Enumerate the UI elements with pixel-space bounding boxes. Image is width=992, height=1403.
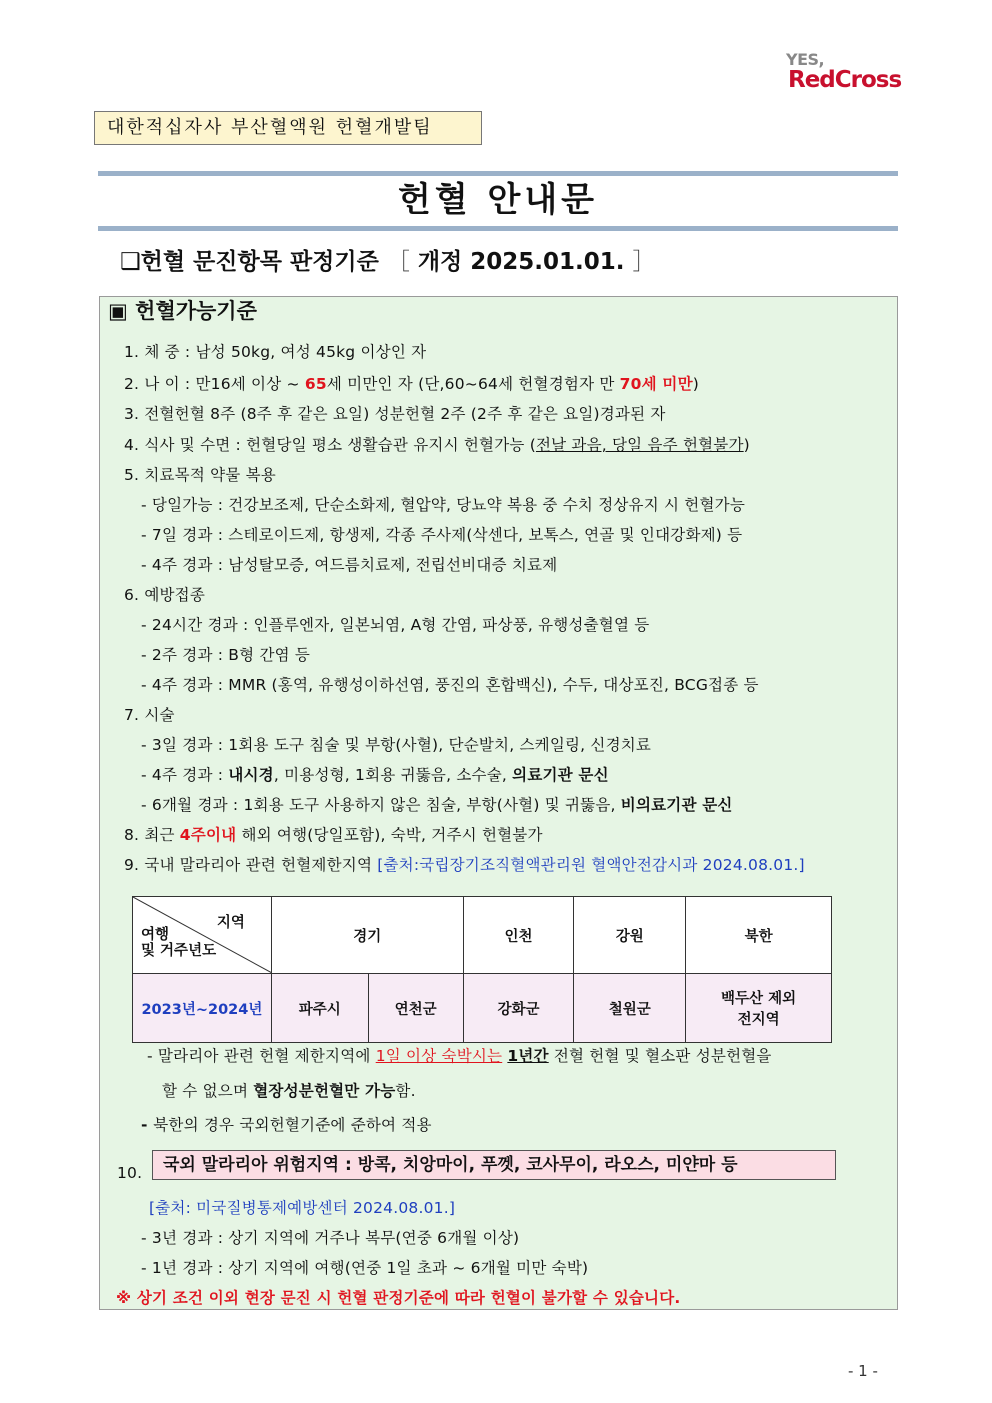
procedure-6months: - 6개월 경과 : 1회용 도구 사용하지 않은 침술, 부항(사혈) 및 귀뚫음, 비의료기관 문신 (141, 796, 733, 814)
medication-4weeks: - 4주 경과 : 남성탈모증, 여드름치료제, 전립선비대증 치료제 (141, 556, 558, 574)
source-overseas: [출처: 미국질병통제예방센터 2024.08.01.] (149, 1199, 456, 1217)
warning-note: ※ 상기 조건 이외 현장 문진 시 헌혈 판정기준에 따라 헌혈이 불가할 수 있습니다. (116, 1289, 681, 1307)
item-vaccination: 6. 예방접종 (124, 586, 206, 604)
overseas-malaria-box: 국외 말라리아 위험지역 : 방콕, 치앙마이, 푸껫, 코사무이, 라오스, 미얀마 등 (152, 1150, 836, 1180)
note-restriction: - 말라리아 관련 헌혈 제한지역에 1일 이상 숙박시는 1년간 전혈 헌혈 및 혈소판 성분헌혈을 (147, 1047, 772, 1065)
item-interval: 3. 전혈헌혈 8주 (8주 후 같은 요일) 성분헌혈 2주 (2주 후 같은 요일)경과된 자 (124, 405, 666, 423)
overseas-3years: - 3년 경과 : 상기 지역에 거주나 복무(연중 6개월 이상) (141, 1229, 520, 1247)
malaria-region-table (132, 896, 832, 1043)
logo-redcross-text: RedCross (788, 67, 902, 93)
section-title: ▣ 헌혈가능기준 (108, 299, 257, 323)
medication-same-day: - 당일가능 : 건강보조제, 단순소화제, 혈압약, 당뇨약 복용 중 수치 정상유지 시 헌혈가능 (141, 496, 746, 514)
title-rule-bottom (98, 226, 898, 231)
page-title: 헌혈 안내문 (397, 180, 599, 220)
logo-yes-text: YES, (786, 50, 825, 69)
period-cell: 2023년~2024년 (133, 974, 272, 1043)
item-medication: 5. 치료목적 약물 복용 (124, 466, 276, 484)
vaccination-24h: - 24시간 경과 : 인플루엔자, 일본뇌염, A형 간염, 파상풍, 유행성출혈열 등 (141, 616, 650, 634)
source-domestic: [출처:국립장기조직혈액관리원 혈액안전감시과 2024.08.01.] (377, 856, 805, 874)
page-number: - 1 - (848, 1362, 878, 1380)
age-limit: 65 (304, 375, 327, 393)
item-overseas-travel: 8. 최근 4주이내 해외 여행(당일포함), 숙박, 거주시 헌혈불가 (124, 826, 543, 844)
table-header-row (133, 897, 832, 974)
subtitle-text: ❑헌혈 문진항목 판정기준 (120, 249, 387, 275)
revision-date: 개정 2025.01.01. (409, 249, 633, 275)
header-gyeonggi: 경기 (271, 897, 463, 974)
cell-yeoncheon: 연천군 (368, 974, 463, 1043)
item-weight: 1. 체 중 : 남성 50kg, 여성 45kg 이상인 자 (124, 343, 427, 361)
procedure-4weeks: - 4주 경과 : 내시경, 미용성형, 1회용 귀뚫음, 소수술, 의료기관 문신 (141, 766, 609, 784)
item-10-number: 10. (117, 1164, 143, 1182)
medication-7days: - 7일 경과 : 스테로이드제, 항생제, 각종 주사제(삭센다, 보톡스, 연골 및 인대강화제) 등 (141, 526, 743, 544)
note-plasma-only: 할 수 없으며 혈장성분헌혈만 가능함. (162, 1082, 416, 1100)
procedure-3days: - 3일 경과 : 1회용 도구 침술 및 부항(사혈), 단순발치, 스케일링, 신경치료 (141, 736, 652, 754)
cell-paju: 파주시 (271, 974, 368, 1043)
header-gangwon: 강원 (574, 897, 686, 974)
table-row (133, 974, 832, 1043)
redcross-logo (786, 50, 902, 95)
header-north-korea: 북한 (686, 897, 832, 974)
vaccination-2weeks: - 2주 경과 : B형 간염 등 (141, 646, 311, 664)
team-label: 대한적십자사 부산혈액원 헌혈개발팀 (94, 111, 482, 145)
overseas-1year: - 1년 경과 : 상기 지역에 여행(연중 1일 초과 ~ 6개월 미만 숙박) (141, 1259, 589, 1277)
cell-north-korea: 백두산 제외 전지역 (686, 974, 832, 1043)
bracket-open: ［ (386, 249, 410, 275)
cell-ganghwa: 강화군 (463, 974, 574, 1043)
item-meal-sleep: 4. 식사 및 수면 : 헌혈당일 평소 생활습관 유지시 헌혈가능 (전날 과음, 당일 음주 헌혈불가) (124, 436, 750, 454)
item-malaria-domestic: 9. 국내 말라리아 관련 헌혈제한지역 [출처:국립장기조직혈액관리원 혈액안전감시과 2024.08.01.] (124, 856, 805, 874)
alcohol-note: 전날 과음, 당일 음주 헌혈불가 (535, 436, 744, 454)
item-procedure: 7. 시술 (124, 706, 175, 724)
item-age: 2. 나 이 : 만16세 이상 ~ 65세 미만인 자 (단,60~64세 헌혈경험자 만 70세 미만) (124, 375, 700, 393)
vaccination-4weeks: - 4주 경과 : MMR (홍역, 유행성이하선염, 풍진의 혼합백신), 수두, 대상포진, BCG접종 등 (141, 676, 759, 694)
cell-cheorwon: 철원군 (574, 974, 686, 1043)
table-corner-cell: 지역 여행 및 거주년도 (133, 897, 272, 974)
header-incheon: 인천 (463, 897, 574, 974)
subtitle (120, 245, 656, 279)
bracket-close: ］ (632, 249, 656, 275)
note-north-korea: - 북한의 경우 국외헌혈기준에 준하여 적용 (141, 1116, 432, 1134)
age-limit-experienced: 70세 미만 (619, 375, 693, 393)
